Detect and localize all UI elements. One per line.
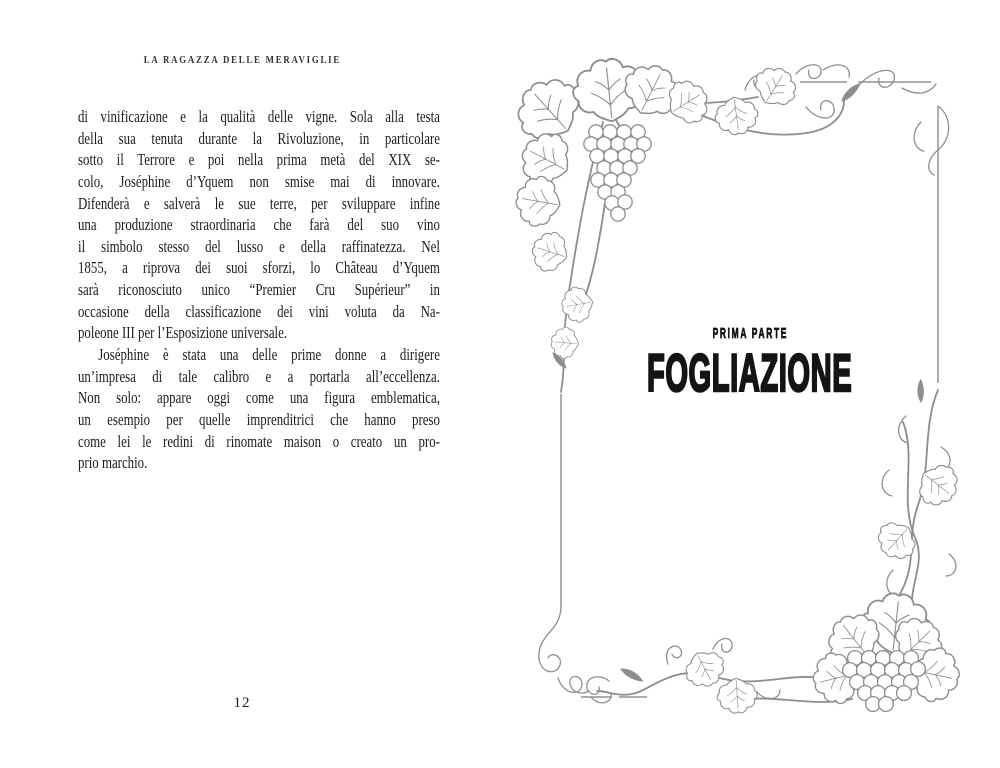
part-title-block bbox=[561, 325, 939, 402]
text-line: sarà riconosciuto unico “Premier Cru Supérieur” in bbox=[78, 280, 440, 300]
running-header-row bbox=[0, 50, 492, 68]
text-line: 1855, a riprova dei suoi sforzi, lo Château d’Yquem bbox=[78, 258, 440, 278]
text-line: il simbolo stesso del lusso e della raffinatezza. Nel bbox=[78, 236, 440, 256]
text-line: come lei le redini di rinomate maison o creato un pro- bbox=[78, 431, 440, 451]
text-line: Joséphine è stata una delle prime donne a dirigere bbox=[98, 345, 440, 365]
part-title: FOGLIAZIONE bbox=[647, 344, 853, 403]
folio-row bbox=[0, 694, 492, 712]
body-text bbox=[78, 106, 440, 474]
text-line: prio marchio. bbox=[78, 453, 148, 473]
part-label: PRIMA PARTE bbox=[712, 325, 788, 342]
text-line: occasione della classificazione dei vini voluta da Na- bbox=[78, 301, 440, 321]
grape-corner-bottom-right bbox=[808, 590, 964, 711]
grape-bunch-bottom-right bbox=[843, 651, 926, 712]
text-line: un’impresa di tale calibro e a portarla all’eccellenza. bbox=[78, 366, 440, 386]
vine-right-side bbox=[870, 380, 966, 642]
tendrils-top bbox=[745, 65, 949, 175]
text-line: di vinificazione e la qualità delle vigne. Sola alla testa bbox=[78, 107, 440, 126]
page-number: 12 bbox=[233, 695, 251, 711]
vine-bottom bbox=[587, 638, 852, 714]
text-line: sotto il Terrore e poi nella prima metà del XIX se- bbox=[78, 150, 440, 170]
running-header: LA RAGAZZA DELLE MERAVIGLIE bbox=[143, 55, 341, 66]
text-line: colo, Joséphine d’Yquem non smise mai di innovare. bbox=[78, 171, 440, 191]
grape-bunch-top-left bbox=[584, 125, 651, 221]
grape-corner-top-left bbox=[505, 56, 861, 369]
text-line: una produzione straordinaria che farà del suo vino bbox=[78, 215, 440, 235]
text-line: poleone III per l’Esposizione universale. bbox=[78, 323, 288, 343]
tendrils-bottom-left bbox=[539, 606, 611, 703]
text-line: Non solo: appare oggi come una figura emblematica, bbox=[78, 388, 440, 408]
text-line: Difenderà e salverà le sue terre, per sviluppare infine bbox=[78, 193, 440, 213]
text-line: della sua tenuta durante la Rivoluzione, in particolare bbox=[78, 128, 440, 148]
text-line: un esempio per quelle imprenditrici che hanno preso bbox=[78, 409, 440, 429]
